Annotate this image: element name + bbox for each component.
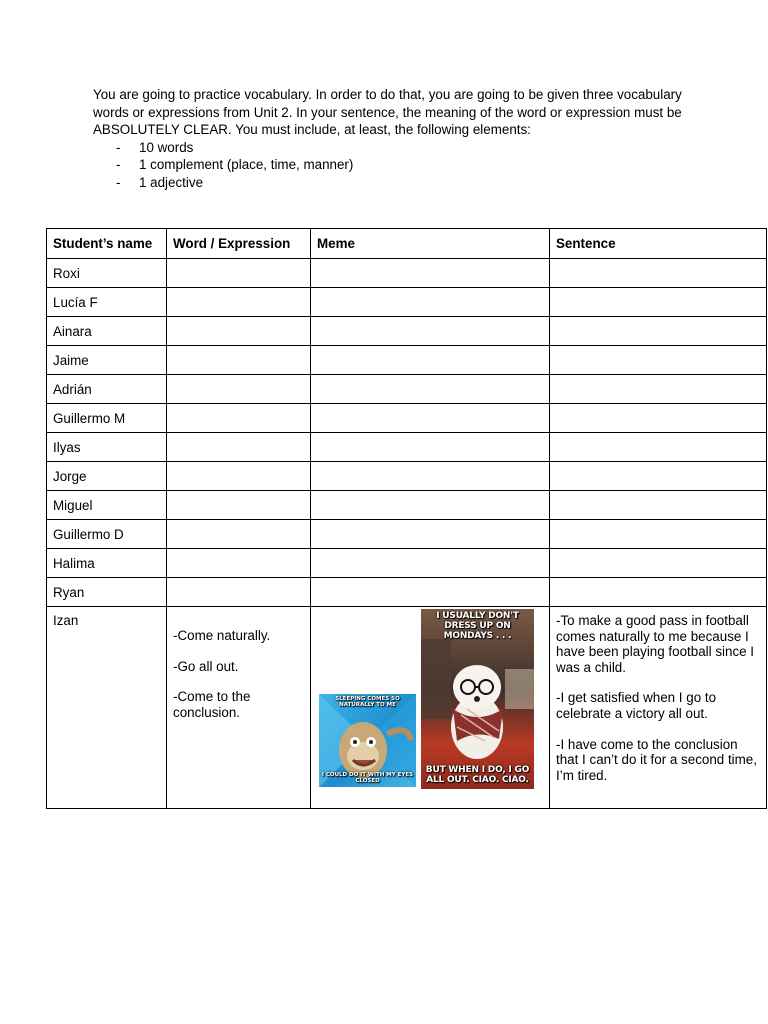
table-row — [47, 404, 767, 433]
vocabulary-table — [46, 228, 767, 809]
student-name: Jaime — [47, 346, 167, 375]
word-cell[interactable] — [167, 578, 311, 607]
student-name: Roxi — [47, 259, 167, 288]
sentence-cell[interactable] — [550, 433, 767, 462]
meme-cell[interactable] — [311, 578, 550, 607]
requirement-item — [93, 139, 683, 157]
table-row — [47, 549, 767, 578]
header-word-expression: Word / Expression — [167, 229, 311, 259]
meme-caption-top: I USUALLY DON'T DRESS UP ON MONDAYS . . . — [436, 611, 519, 641]
bullet-dash: - — [116, 139, 121, 155]
table-row — [47, 375, 767, 404]
meme-cell[interactable] — [311, 404, 550, 433]
requirement-item — [93, 174, 683, 192]
meme-cell[interactable] — [311, 607, 550, 809]
student-name: Miguel — [47, 491, 167, 520]
instructions-paragraph: You are going to practice vocabulary. In order to do that, you are going to be given three vocabulary words or expressions from Unit 2. In your sentence, the meaning of the word or expression must be ABSOLUTELY CLEAR. You must include, at least, the following elements: — [93, 87, 682, 138]
sentence-cell[interactable] — [550, 607, 767, 809]
requirement-text: 10 words — [139, 139, 194, 155]
word-cell[interactable] — [167, 433, 311, 462]
word-cell[interactable] — [167, 462, 311, 491]
meme-cell[interactable] — [311, 491, 550, 520]
student-name: Izan — [47, 607, 167, 809]
meme-cell[interactable] — [311, 433, 550, 462]
student-name: Adrián — [47, 375, 167, 404]
student-name: Ryan — [47, 578, 167, 607]
sentence-cell[interactable] — [550, 404, 767, 433]
word-cell[interactable] — [167, 375, 311, 404]
sentence-cell[interactable] — [550, 346, 767, 375]
sentence-item: -To make a good pass in football comes naturally to me because I have been playing football since I was a child. — [556, 613, 755, 675]
table-row — [47, 578, 767, 607]
meme-cell[interactable] — [311, 259, 550, 288]
student-name: Ilyas — [47, 433, 167, 462]
word-cell[interactable] — [167, 549, 311, 578]
word-cell[interactable] — [167, 491, 311, 520]
table-row-izan — [47, 607, 767, 809]
sentence-cell[interactable] — [550, 259, 767, 288]
meme-caption-top: SLEEPING COMES SO NATURALLY TO ME — [335, 696, 400, 708]
requirement-item — [93, 156, 683, 174]
meme-caption-bottom: BUT WHEN I DO, I GO ALL OUT. CIAO. CIAO. — [425, 765, 530, 785]
table-row — [47, 259, 767, 288]
student-name: Jorge — [47, 462, 167, 491]
dog-meme-image — [421, 609, 534, 789]
word-cell[interactable] — [167, 520, 311, 549]
table-row — [47, 462, 767, 491]
table-row — [47, 520, 767, 549]
student-name: Ainara — [47, 317, 167, 346]
word-item: -Come naturally. — [173, 628, 271, 643]
header-student-name: Student’s name — [47, 229, 167, 259]
requirements-list — [93, 139, 683, 192]
table-row — [47, 317, 767, 346]
sentence-cell[interactable] — [550, 462, 767, 491]
word-cell[interactable] — [167, 607, 311, 809]
sloth-meme-image — [319, 694, 416, 787]
meme-cell[interactable] — [311, 462, 550, 491]
table-row — [47, 433, 767, 462]
meme-cell[interactable] — [311, 549, 550, 578]
meme-cell[interactable] — [311, 346, 550, 375]
sentence-item: -I get satisfied when I go to celebrate a victory all out. — [556, 690, 717, 721]
student-name: Guillermo M — [47, 404, 167, 433]
sentence-cell[interactable] — [550, 491, 767, 520]
meme-cell[interactable] — [311, 375, 550, 404]
sentence-item: -I have come to the conclusion that I can’t do it for a second time, I’m tired. — [556, 736, 757, 783]
sentence-cell[interactable] — [550, 317, 767, 346]
meme-caption-bottom: I COULD DO IT WITH MY EYES CLOSED — [321, 772, 414, 784]
student-name: Guillermo D — [47, 520, 167, 549]
sentence-cell[interactable] — [550, 520, 767, 549]
requirement-text: 1 adjective — [139, 174, 204, 190]
sentence-cell[interactable] — [550, 288, 767, 317]
bullet-dash: - — [116, 174, 121, 190]
instructions — [93, 86, 683, 192]
word-cell[interactable] — [167, 404, 311, 433]
sentence-cell[interactable] — [550, 549, 767, 578]
meme-cell[interactable] — [311, 288, 550, 317]
table-row — [47, 491, 767, 520]
requirement-text: 1 complement (place, time, manner) — [139, 157, 354, 173]
word-cell[interactable] — [167, 317, 311, 346]
table-row — [47, 288, 767, 317]
meme-cell[interactable] — [311, 317, 550, 346]
sentence-cell[interactable] — [550, 578, 767, 607]
table-row — [47, 346, 767, 375]
meme-cell[interactable] — [311, 520, 550, 549]
word-item: -Go all out. — [173, 658, 239, 674]
word-cell[interactable] — [167, 288, 311, 317]
word-item: -Come to the conclusion. — [173, 689, 251, 720]
header-meme: Meme — [311, 229, 550, 259]
header-sentence: Sentence — [550, 229, 767, 259]
sentence-cell[interactable] — [550, 375, 767, 404]
table-header-row — [47, 229, 767, 259]
student-name: Halima — [47, 549, 167, 578]
word-cell[interactable] — [167, 346, 311, 375]
student-name: Lucía F — [47, 288, 167, 317]
word-cell[interactable] — [167, 259, 311, 288]
bullet-dash: - — [116, 157, 121, 173]
